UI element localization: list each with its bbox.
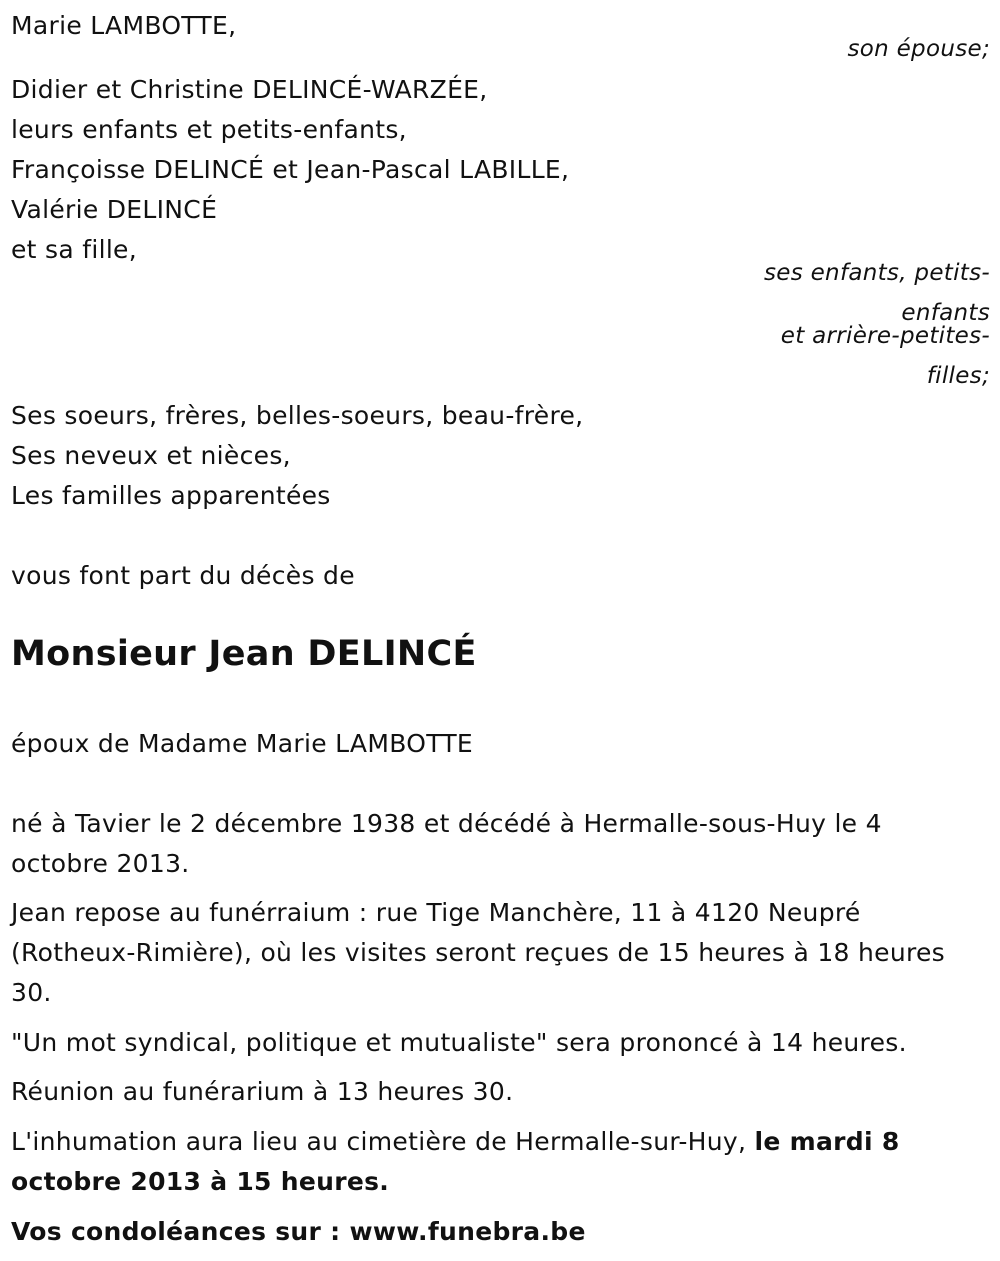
spouse-of: époux de Madame Marie LAMBOTTE [11,729,473,758]
children-line: Valérie DELINCÉ [11,195,218,224]
children-role: filles; [926,363,990,389]
birth-death-line: octobre 2013. [11,849,190,878]
visit-line: Jean repose au funérraium : rue Tige Manchère, 11 à 4120 Neupré [11,898,861,927]
burial-text: L'inhumation aura lieu au cimetière de Hermalle-sur-Huy, [11,1127,755,1156]
relatives-line: Les familles apparentées [11,481,331,510]
children-line: Françoisse DELINCÉ et Jean-Pascal LABILLE, [11,155,570,184]
children-line: Didier et Christine DELINCÉ-WARZÉE, [11,75,488,104]
children-line: leurs enfants et petits-enfants, [11,115,407,144]
announcement: vous font part du décès de [11,561,355,590]
relatives-line: Ses neveux et nièces, [11,441,291,470]
burial-date-part2: octobre 2013 à 15 heures. [11,1167,390,1196]
condolences-link[interactable]: Vos condoléances sur : www.funebra.be [11,1217,586,1246]
speech-note: "Un mot syndical, politique et mutualiste" sera prononcé à 14 heures. [11,1028,907,1057]
visit-line: 30. [11,978,52,1007]
deceased-name: Monsieur Jean DELINCÉ [11,634,477,674]
birth-death-line: né à Tavier le 2 décembre 1938 et décédé à Hermalle-sous-Huy le 4 [11,809,882,838]
relatives-line: Ses soeurs, frères, belles-soeurs, beau-frère, [11,401,584,430]
visit-line: (Rotheux-Rimière), où les visites seront reçues de 15 heures à 18 heures [11,938,946,967]
spouse-role: son épouse; [847,36,990,62]
children-role: enfants [901,300,990,326]
burial-date-part1: le mardi 8 [754,1127,900,1156]
children-role: ses enfants, petits- [763,260,990,286]
meeting-note: Réunion au funérarium à 13 heures 30. [11,1077,514,1106]
children-role: et arrière-petites- [780,323,990,349]
children-line: et sa fille, [11,235,137,264]
burial-note [11,1129,900,1154]
spouse-name: Marie LAMBOTTE, [11,11,237,40]
